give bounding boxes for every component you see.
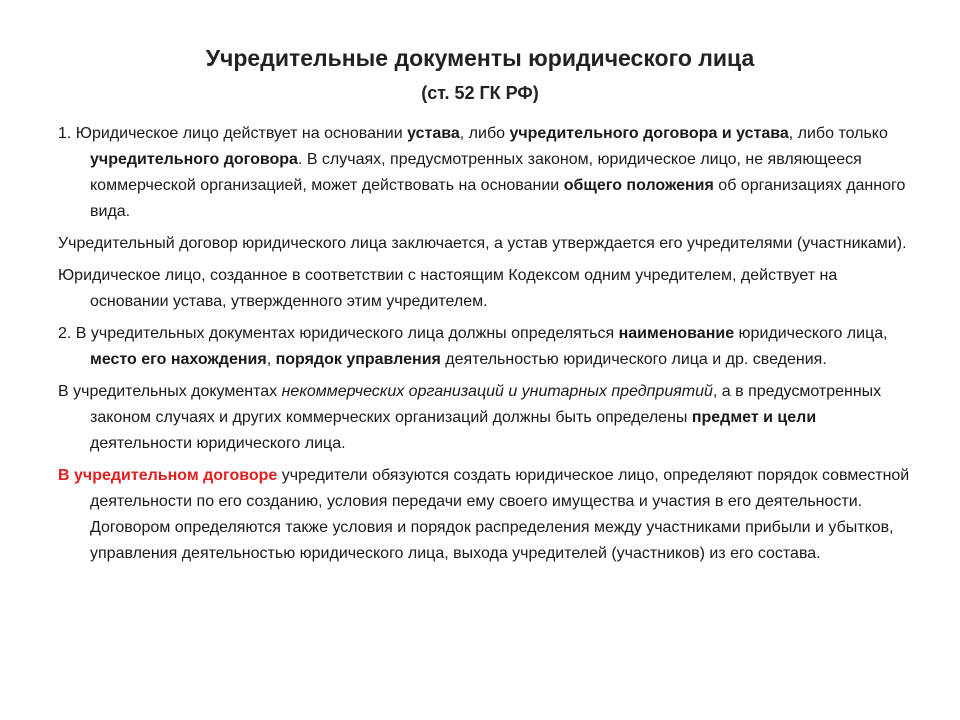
p1-text-4: . В случаях, предусмотренных законом, юридическое лицо, не являющееся коммерческой организацией, может действовать на основании [90, 151, 862, 194]
p5-text-2: , а в предусмотренных законом случаях и других коммерческих организаций должны быть определены [90, 383, 882, 426]
p2-text-1: Учредительный договор юридического лица заключается, а устав утверждается его учредителями (участниками). [58, 235, 907, 252]
p4-text-2: юридического лица, [734, 325, 888, 342]
paragraph-5 [58, 379, 916, 457]
paragraph-6 [58, 463, 916, 567]
p1-bold-1: устава [407, 125, 460, 142]
paragraph-3 [58, 263, 916, 315]
paragraph-4 [58, 321, 916, 373]
p1-text-2: , либо [459, 125, 510, 142]
p4-text-4: деятельностью юридического лица и др. сведения. [440, 351, 827, 368]
p3-text-1: Юридическое лицо, созданное в соответствии с настоящим Кодексом одним учредителем, действует на основании устава, утвержденного этим учредителем. [58, 267, 838, 310]
p1-bold-2: учредительного договора и устава [509, 125, 789, 142]
p1-text-5: об организациях данного вида. [90, 177, 906, 220]
paragraph-2 [58, 231, 916, 257]
paragraph-1 [58, 121, 916, 225]
p4-text-1: 2. В учредительных документах юридического лица должны определяться [58, 325, 619, 342]
slide-content [58, 121, 916, 573]
p1-bold-3: учредительного договора [90, 151, 298, 168]
p4-bold-2: место его нахождения [90, 351, 267, 368]
slide-subtitle: (ст. 52 ГК РФ) [421, 83, 539, 103]
p1-text-3: , либо только [788, 125, 888, 142]
p4-bold-3: порядок управления [275, 351, 441, 368]
p5-text-3: деятельности юридического лица. [90, 435, 346, 452]
p1-text-1: 1. Юридическое лицо действует на основании [58, 125, 408, 142]
p1-bold-4: общего положения [563, 177, 714, 194]
p4-text-3: , [266, 351, 276, 368]
p4-bold-1: наименование [618, 325, 735, 342]
p6-text-1: учредители обязуются создать юридическое лицо, определяют порядок совместной деятельности по его созданию, условия передачи ему своего имущества и участия в его деятельности. Договором определяются также условия и порядок распределения между участниками прибыли и убытков, управления деятельностью юридического лица, выхода учредителей (участников) из его состава. [90, 467, 910, 562]
p5-italic-1: некоммерческих организаций и унитарных предприятий [281, 383, 713, 400]
p5-text-1: В учредительных документах [58, 383, 282, 400]
slide-title: Учредительные документы юридического лица [205, 45, 755, 71]
p6-red-1: В учредительном договоре [58, 467, 278, 484]
p5-bold-1: предмет и цели [691, 409, 817, 426]
